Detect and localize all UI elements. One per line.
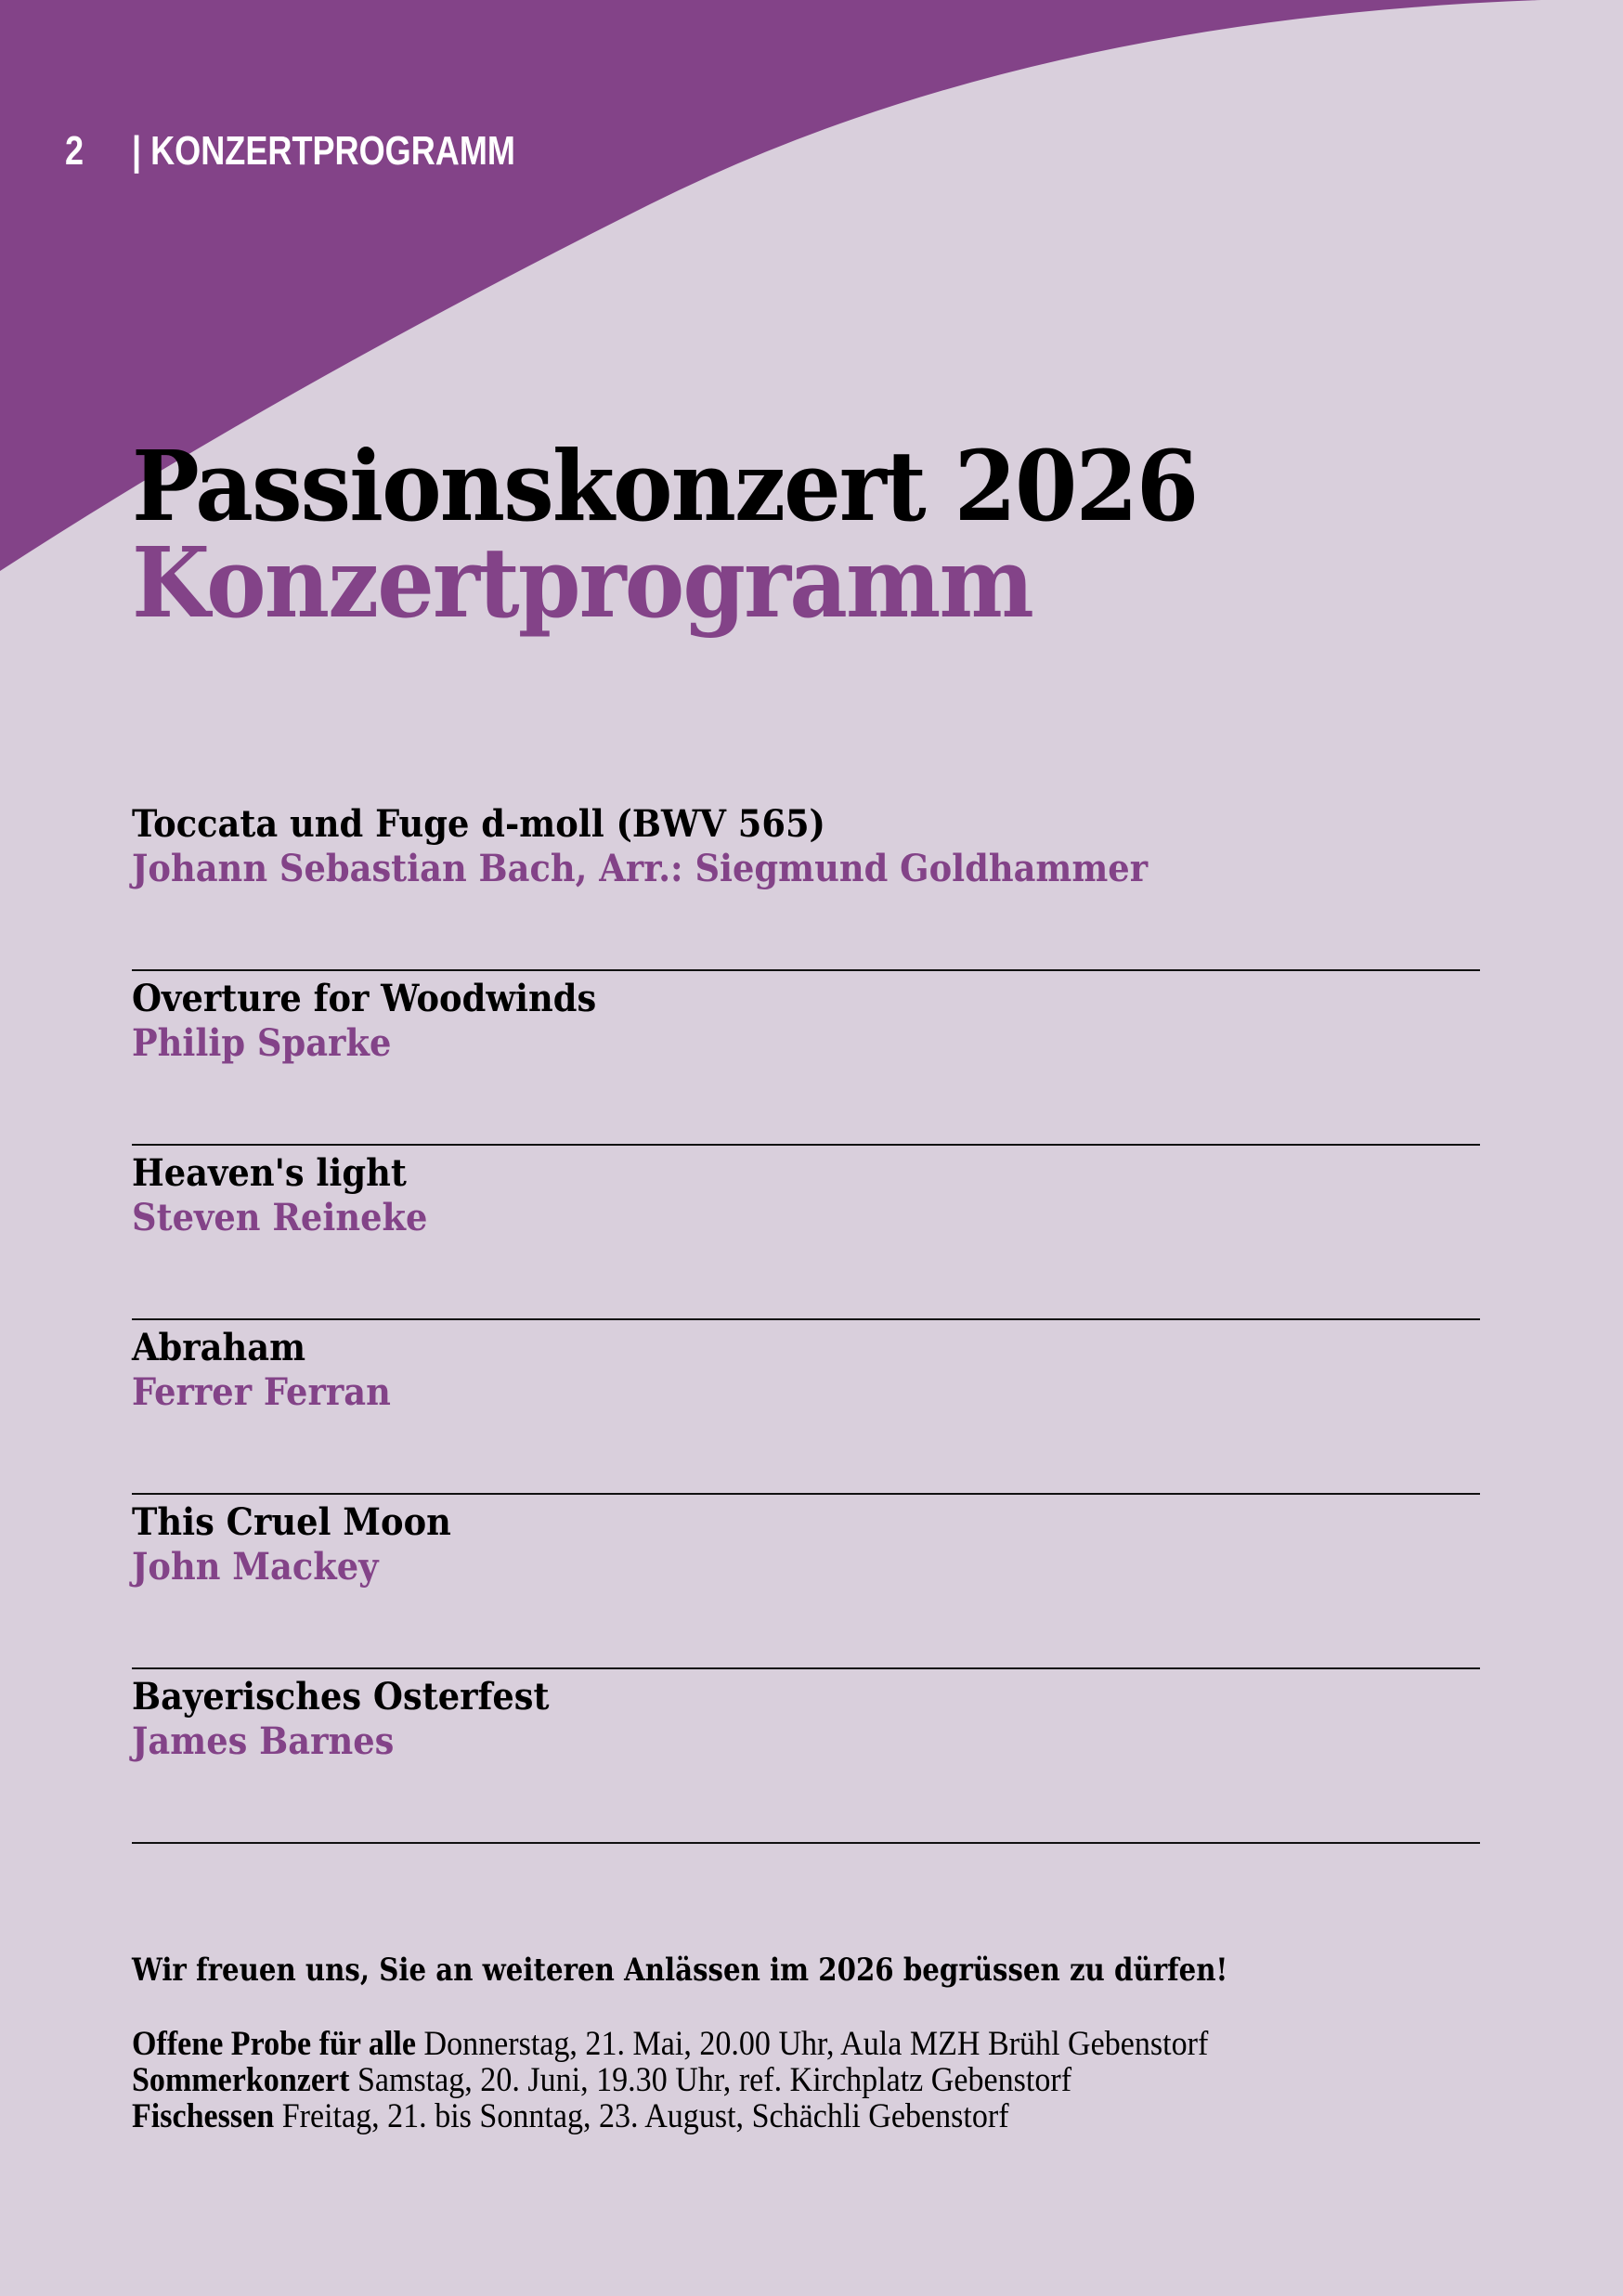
piece-title: Abraham [132,1326,306,1369]
page-subtitle: Konzertprogramm [132,525,1033,640]
piece-title: Heaven's light [132,1151,407,1195]
composer: Philip Sparke [132,1021,392,1065]
program-item [132,1146,1480,1320]
invitation-text: Wir freuen uns, Sie an weiteren Anlässen im 2026 begrüssen zu dürfen! [132,1952,1228,1989]
program-item [132,797,1480,971]
event-details: Freitag, 21. bis Sonntag, 23. August, Schächli Gebenstorf [281,2097,1009,2135]
composer: James Barnes [132,1719,395,1763]
event-name: Offene Probe für alle [132,2025,416,2063]
program-item [132,1495,1480,1669]
composer: Ferrer Ferran [132,1370,391,1414]
event-details: Donnerstag, 21. Mai, 20.00 Uhr, Aula MZH Brühl Gebenstorf [423,2025,1209,2063]
piece-title: Bayerisches Osterfest [132,1675,550,1719]
piece-title: Overture for Woodwinds [132,977,597,1020]
event-name: Sommerkonzert [132,2061,350,2099]
composer: Johann Sebastian Bach, Arr.: Siegmund Goldhammer [132,847,1149,890]
event-line [132,2060,1071,2100]
piece-title: This Cruel Moon [132,1500,451,1544]
event-line [132,2024,1208,2064]
composer: Steven Reineke [132,1196,428,1239]
program-item [132,971,1480,1146]
event-details: Samstag, 20. Juni, 19.30 Uhr, ref. Kirchplatz Gebenstorf [357,2061,1072,2099]
event-line [132,2096,1009,2136]
composer: John Mackey [132,1545,379,1589]
event-name: Fischessen [132,2097,275,2135]
page-title: Passionskonzert 2026 [132,429,1198,543]
program-item [132,1320,1480,1495]
section-label: | KONZERTPROGRAMM [132,128,515,174]
piece-title: Toccata und Fuge d-moll (BWV 565) [132,802,825,846]
page-number: 2 [65,128,84,174]
program-item [132,1669,1480,1844]
program-list [132,797,1480,1844]
